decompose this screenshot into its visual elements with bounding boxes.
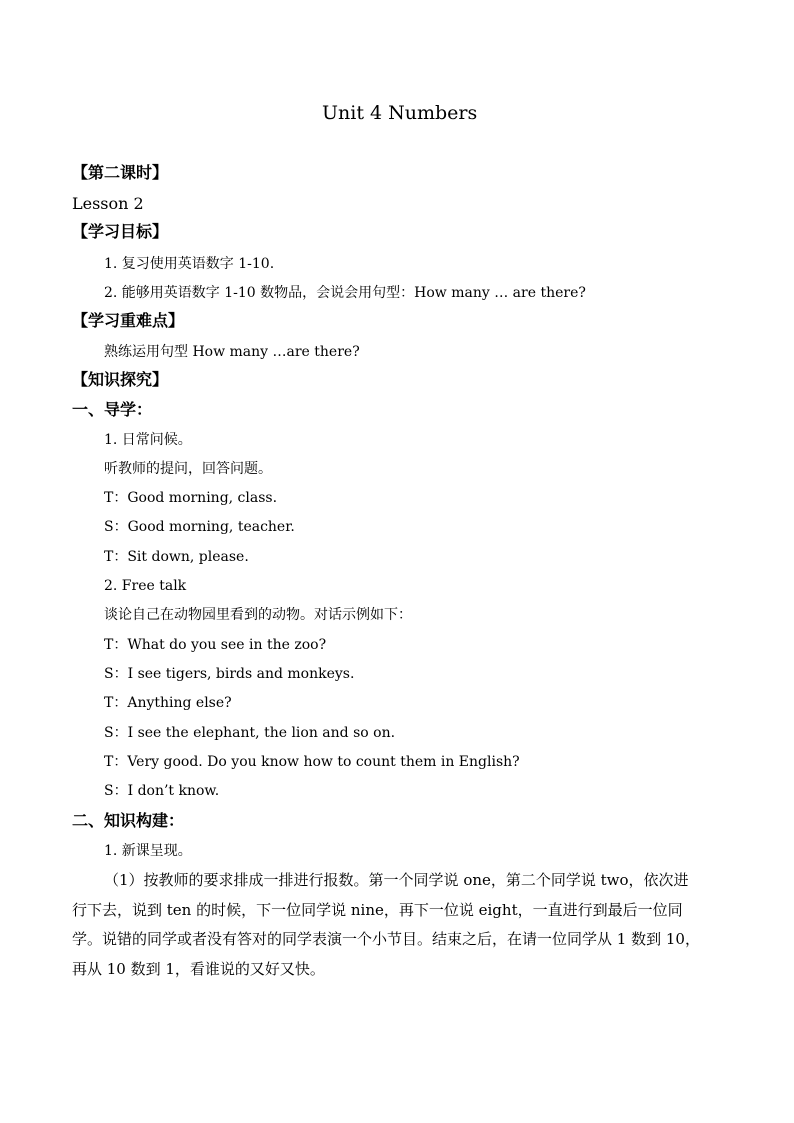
paragraph-line: （1）按教师的要求排成一排进行报数。第一个同学说 one，第二个同学说 two，依次进 xyxy=(104,871,689,889)
section1-item1-desc: 听教师的提问，回答问题。 xyxy=(104,461,272,477)
dialogue-line: T：Good morning, class. xyxy=(104,490,278,506)
keypoint-text: 熟练运用句型 How many …are there? xyxy=(104,344,360,360)
dialogue-line: T：Sit down, please. xyxy=(104,549,249,565)
document-title: Unit 4 Numbers xyxy=(322,102,478,124)
dialogue-line: S：I see the elephant, the lion and so on. xyxy=(104,725,396,741)
section1-item2-desc: 谈论自己在动物园里看到的动物。对话示例如下： xyxy=(104,607,412,623)
section2-item1: 1. 新课呈现。 xyxy=(104,843,192,859)
objectives-heading: 【学习目标】 xyxy=(72,222,169,241)
objective-item: 2. 能够用英语数字 1-10 数物品，会说会用句型：How many … are there? xyxy=(104,285,586,301)
lesson-period-heading: 【第二课时】 xyxy=(72,163,169,182)
paragraph-line: 行下去，说到 ten 的时候，下一位同学说 nine，再下一位说 eight，一直进行到最后一位同 xyxy=(72,901,683,919)
explore-heading: 【知识探究】 xyxy=(72,370,169,389)
dialogue-line: T：What do you see in the zoo? xyxy=(104,637,327,653)
dialogue-line: T：Very good. Do you know how to count them in English? xyxy=(104,754,520,770)
objective-item: 1. 复习使用英语数字 1-10. xyxy=(104,256,275,272)
dialogue-line: T：Anything else? xyxy=(104,695,232,711)
paragraph-line: 再从 10 数到 1，看谁说的又好又快。 xyxy=(72,960,325,978)
section1-heading: 一、导学： xyxy=(72,400,153,419)
section2-heading: 二、知识构建： xyxy=(72,811,185,830)
section1-item1: 1. 日常问候。 xyxy=(104,432,192,448)
section1-item2: 2. Free talk xyxy=(104,578,187,594)
paragraph-line: 学。说错的同学或者没有答对的同学表演一个小节目。结束之后，在请一位同学从 1 数到 10， xyxy=(72,930,700,948)
dialogue-line: S：I see tigers, birds and monkeys. xyxy=(104,666,355,682)
keypoints-heading: 【学习重难点】 xyxy=(72,311,185,330)
dialogue-line: S：I don’t know. xyxy=(104,783,220,799)
dialogue-line: S：Good morning, teacher. xyxy=(104,519,295,535)
lesson-label: Lesson 2 xyxy=(72,194,144,213)
